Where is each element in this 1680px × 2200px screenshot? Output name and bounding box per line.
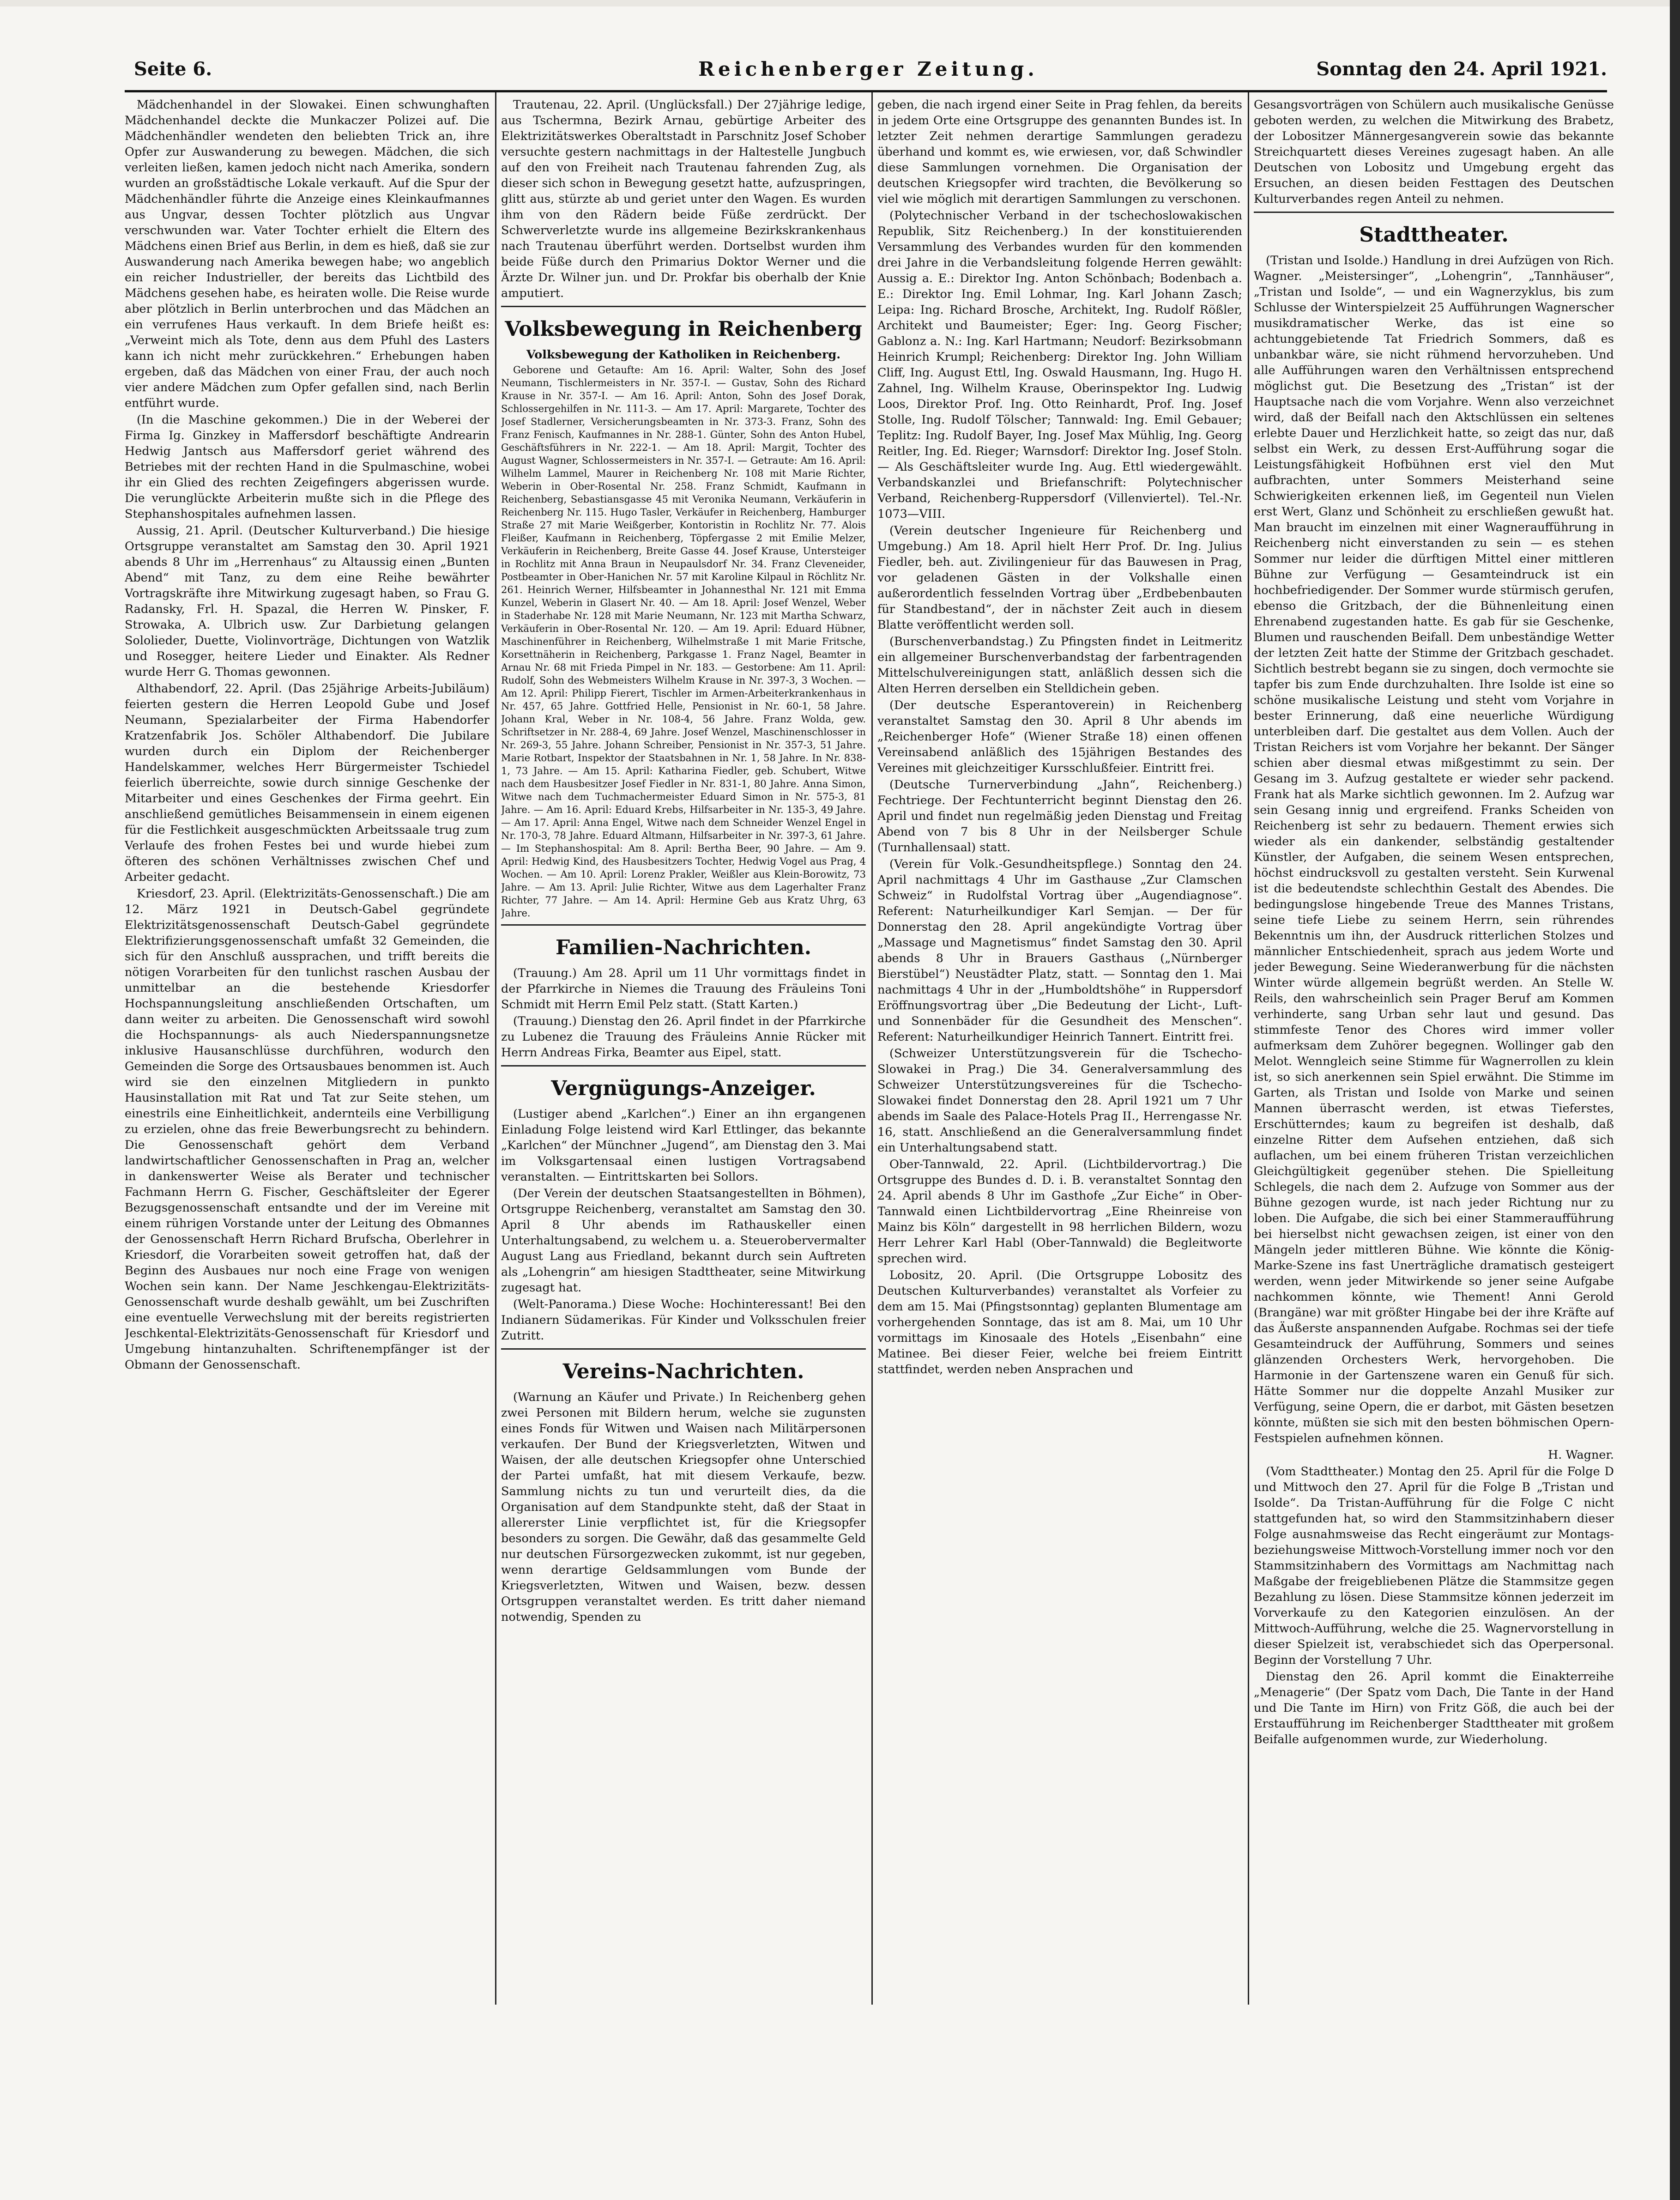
article-welt-panorama: (Welt-Panorama.) Diese Woche: Hochinteressant! Bei den Indianern Südamerikas. Für Kinder und Volksschulen freier Zutritt. <box>501 1297 866 1343</box>
column-1 <box>125 97 489 2005</box>
article-tristan-review: (Tristan und Isolde.) Handlung in drei Aufzügen von Rich. Wagner. „Meistersinger“, „Lohengrin“, „Tannhäuser“, „Tristan und Isolde“, — und ein Wagnerzyklus, bis zum Schlusse der Winterspielzeit 25 Aufführungen Wagnerscher musikdramatischer Werke, das ist eine so achtunggebietende Tat Friedrich Sommers, daß es unbankbar wäre, sie nicht rühmend hervorzuheben. Und alle Aufführungen waren den Verhältnissen entsprechend möglichst gut. Die Besetzung des „Tristan“ ist der Hauptsache nach die vom Vorjahre. Wenn also verzeichnet wird, daß der Beifall nach den Aktschlüssen ein seltenes erlebte Dauer und Herzlichkeit hatte, so zeigt das nur, daß selbst ein Werk, zu dessen Erst-Aufführung sogar die Leistungsfähigkeit Hofbühnen erst viel den Mut aufbrachten, unter Sommers Meisterhand seine Schwierigkeiten erkennen ließ, im Gegenteil nun Vielen erst Wert, Glanz und Schönheit zu erschließen gewußt hat. Man braucht im einzelnen mit einer Wagneraufführung in Reichenberg nicht einverstanden zu sein — es stehen Sommer nur leider die dürftigen Mittel einer mittleren Bühne zur Verfügung — Gesamteindruck ist ein hochbefriedigender. Der Sommer wurde stürmisch gerufen, ebenso die Gritzbach, der die Bühnenleitung einen Ehrenabend zugestanden hatte. Es gab für sie Geschenke, Blumen und rauschenden Beifall. Dem unbeständige Wetter der letzten Zeit hatte der Stimme der Gritzbach geschadet. Sichtlich bestrebt begann sie zu singen, doch vermochte sie tapfer bis zum Ende durchzuhalten. Ihre Isolde ist eine so schöne musikalische Leistung und steht vom Vorjahre in bester Erinnerung, daß eine neuerliche Würdigung unterbleiben darf. Die gestaltet aus dem Vollen. Auch der Tristan Reichers ist vom Vorjahre her bekannt. Der Sänger schien aber diesmal etwas mißgestimmt zu sein. Der Gesang im 3. Aufzug gestaltete er wieder sehr packend. Frank hat als Marke sichtlich gewonnen. Im 2. Aufzug war sein Gesang innig und ergreifend. Franks Scheiden von Reichenberg ist sehr zu bedauern. Thement erwies sich wieder als ein dankender, selbständig gestaltender Künstler, der Aufgaben, die seinem Wesen entsprechen, höchst eindrucksvoll zu gestalten versteht. Sein Kurwenal ist die bedeutendste schlechthin Gestalt des Abendes. Die bedingungslose hingebende Treue des Mannes Tristans, seine tiefe Liebe zu seinem Herrn, sein rührendes Bekenntnis um ihn, der Ausdruck ritterlichen Stolzes und männlicher Entschiedenheit, sprach aus jedem Worte und jeder Bewegung. Seine Wiederanwerbung für die nächsten Winter würde allgemein begrüßt werden. An Stelle W. Reils, den wahrscheinlich sein Prager Beruf am Kommen verhinderte, sang Urban sehr laut und gesund. Das stimmfeste Tenor des Chores wird immer voller aufmerksam dem Zuhörer begegnen. Wollinger gab den Melot. Wenngleich seine Stimme für Wagnerrollen zu klein ist, so sich anerkennen sein Spiel erwähnt. Die Stimme im Garten, als Tristan und Isolde von Marke und seinen Mannen überrascht werden, ist etwas Tieferstes, Erschütterndes; kaum zu begreifen ist deshalb, daß einzelne Ritter dem Aufsehen entziehen, daß sich auflachen, um bei einem früheren Tristan verzeichlichen Gleichgültigkeit gegenüber stehen. Die Spielleitung Schlegels, die nach dem 2. Aufzuge von Sommer aus der Bühne gezogen wurde, ist nach jeder Richtung nur zu loben. Die Aufgabe, die sich bei einer Stammeraufführung bei hierselbst nicht gewachsen zeigen, ist einer von den Mängeln jeder mittleren Bühne. Wie könnte die König-Marke-Szene ins fast Unerträgliche dramatisch gesteigert werden, wenn jeder Mitwirkende so jener seine Aufgabe nachkommen könnte, wie Thement! Anni Gerold (Brangäne) war mit größter Hingabe bei der ihre Kräfte auf das Äußerste anspannenden Aufgabe. Rochmas sei der tiefe Gesamteindruck der Aufführung, Sommers und seines glänzenden Orchesters Werk, hervorgehoben. Die Harmonie in der Gartenszene waren ein Genuß für sich. Hätte Sommer nur die doppelte Anzahl Musiker zur Verfügung, seine Opern, die er darbot, mit Gästen besetzen könnte, müßten sie sich mit den besten böhmischen Opern-Festspielen aufnehmen können. <box>1254 254 1614 1445</box>
section-heading-stadttheater: Stadttheater. <box>1359 223 1509 247</box>
article-turnerverbindung: (Deutsche Turnerverbindung „Jahn“, Reichenberg.) Fechtriege. Der Fechtunterricht beginnt Dienstag den 26. April und findet nun regelmäßig jeden Dienstag und Freitag Abend von 7 bis 8 Uhr in der Neilsberger Schule (Turnhallensaal) statt. <box>877 778 1242 855</box>
article-gesundheitspflege: (Verein für Volk.-Gesundheitspflege.) Sonntag den 24. April nachmittags 4 Uhr im Gasthause „Zur Clamschen Schweiz“ in Rudolfstal Vortrag über „Augendiagnose“. Referent: Naturheilkundiger Karl Semjan. — Der für Donnerstag den 28. April angekündigte Vortrag über „Massage und Magnetismus“ findet Samstag den 30. April abends 8 Uhr in Brauers Gasthaus („Nürnberger Bierstübel“) Neustädter Platz, statt. — Sonntag den 1. Mai nachmittags 4 Uhr in der „Humboldtshöhe“ in Ruppersdorf Eröffnungsvortrag über „Die Bedeutung der Licht-, Luft- und Sonnenbäder für die Gesundheit des Menschen“. Referent: Naturheilkundiger Heinrich Tannert. Eintritt frei. <box>877 857 1242 1044</box>
column-2 <box>501 97 866 2005</box>
section-heading-familien: Familien-Nachrichten. <box>555 936 812 959</box>
article-staatsangestellte: (Der Verein der deutschen Staatsangestellten in Böhmen), Ortsgruppe Reichenberg, veranstaltet am Samstag den 30. April 8 Uhr abends im Rathauskeller einen Unterhaltungsabend, zu welchem u. a. Steuerobervermalter August Lang aus Friedland, bekannt durch sein Auftreten als „Lohengrin“ am hiesigen Stadttheater, seine Mitwirkung zugesagt hat. <box>501 1187 866 1295</box>
article-ingenieure: (Verein deutscher Ingenieure für Reichenberg und Umgebung.) Am 18. April hielt Herr Prof. Dr. Ing. Julius Fiedler, beh. aut. Zivilingenieur für das Bauwesen in Prag, vor geladenen Gästen in der Volkshalle einen außerordentlich fesselnden Vortrag über „Erdbebenbauten für Standbestand“, der in nächster Zeit auch in diesem Blatte veröffentlicht werden soll. <box>877 524 1242 632</box>
section-divider <box>501 1065 866 1067</box>
article-lobositz: Lobositz, 20. April. (Die Ortsgruppe Lobositz des Deutschen Kulturverbandes) veranstaltet als Vorfeier zu dem am 15. Mai (Pfingstsonntag) geplanten Blumentage am vorhergehenden Sonntage, das ist am 8. Mai, um 10 Uhr vormittags im Kinosaale des Hotels „Eisenbahn“ eine Matinee. Bei dieser Feier, welche bei freiem Eintritt stattfindet, werden neben Ansprachen und <box>877 1268 1242 1376</box>
section-heading-vergnuegungen: Vergnügungs-Anzeiger. <box>551 1077 816 1100</box>
article-schweizer-verein: (Schweizer Unterstützungsverein für die Tschecho-Slowakei in Prag.) Die 34. Generalversammlung des Schweizer Unterstützungsvereines für die Tschecho-Slowakei findet Donnerstag den 28. April 1921 um 7 Uhr abends im Saale des Palace-Hotels Prag II., Herrengasse Nr. 16, statt. Anschließend an die Generalversammlung findet ein Unterhaltungsabend statt. <box>877 1047 1242 1155</box>
section-heading-vereine: Vereins-Nachrichten. <box>562 1360 804 1383</box>
scan-border-top <box>0 0 1680 6</box>
article-esperantoverein: (Der deutsche Esperantoverein) in Reichenberg veranstaltet Samstag den 30. April 8 Uhr abends im „Reichenberger Hofe“ (Wiener Straße 18) einen offenen Vereinsabend anläßlich des 15jährigen Bestandes des Vereines mit gleichzeitiger Kursschlußfeier. Eintritt frei. <box>877 698 1242 775</box>
article-trautenau-unglueck: Trautenau, 22. April. (Unglücksfall.) Der 27jährige ledige, aus Tschermna, Bezirk Arnau, gebürtige Arbeiter des Elektrizitätswerkes Oberaltstadt in Parschnitz Josef Schober versuchte gestern nachmittags in der Haltestelle Jungbuch auf den von Freiheit nach Trautenau fahrenden Zug, als dieser sich schon in Bewegung gesetzt hatte, aufzuspringen, glitt aus, stürzte ab und geriet unter den Wagen. Es wurden ihm von den Rädern beide Füße zerdrückt. Der Schwerverletzte wurde ins allgemeine Bezirkskrankenhaus nach Trautenau überführt werden. Dortselbst wurden ihm beide Füße durch den Primarius Doktor Werner und die Ärzte Dr. Wilner jun. und Dr. Prokfar bis oberhalb der Knie amputiert. <box>501 98 866 300</box>
scan-border-right <box>1670 0 1680 2200</box>
vital-statistics-list: Geborene und Getaufte: Am 16. April: Walter, Sohn des Josef Neumann, Tischlermeisters in Nr. 357-I. — Gustav, Sohn des Richard Krause in Nr. 357-I. — Am 16. April: Anton, Sohn des Josef Dorak, Schlossergehilfen in Nr. 111-3. — Am 17. April: Margarete, Tochter des Josef Stadlerner, Versicherungsbeamten in Nr. 373-3. Franz, Sohn des Franz Fenisch, Kaufmannes in Nr. 288-1. Günter, Sohn des Anton Hubel, Geschäftsführers in Nr. 222-1. — Am 18. April: Margit, Tochter des August Wagner, Schlossermeisters in Nr. 357-I. — Getraute: Am 16. April: Wilhelm Lammel, Maurer in Reichenberg Nr. 108 mit Marie Richter, Weberin in Ober-Rosental Nr. 258. Franz Schmidt, Kaufmann in Reichenberg, Sebastiansgasse 45 mit Veronika Neumann, Verkäuferin in Reichenberg Nr. 115. Hugo Tasler, Verkäufer in Reichenberg, Hamburger Straße 27 mit Marie Weißgerber, Kontoristin in Rochlitz Nr. 77. Alois Fleißer, Kaufmann in Reichenberg, Töpfergasse 2 mit Emilie Melzer, Verkäuferin in Reichenberg, Breite Gasse 44. Josef Krause, Untersteiger in Rochlitz mit Anna Braun in Neupaulsdorf Nr. 34. Franz Cleveneider, Postbeamter in Ober-Hanichen Nr. 57 mit Karoline Kilpaul in Röchlitz Nr. 261. Heinrich Werner, Hilfsbeamter in Johannesthal Nr. 121 mit Emma Kunzel, Weberin in Glasert Nr. 40. — Am 18. April: Josef Wenzel, Weber in Staderhabe Nr. 128 mit Marie Neumann, Nr. 123 mit Martha Schwarz, Verkäuferin in Ober-Rosental Nr. 120. — Am 19. April: Eduard Hübner, Maschinenführer in Reichenberg, Wilhelmstraße 1 mit Marie Fritsche, Korsettnäherin in Reichenberg, Parkgasse 1. Franz Nagel, Beamter in Arnau Nr. 68 mit Frieda Pimpel in Nr. 183. — Gestorbene: Am 11. April: Rudolf, Sohn des Webmeisters Wilhelm Krause in Nr. 397-3, 3 Wochen. — Am 12. April: Philipp Fierert, Tischler im Armen-Arbeiterkrankenhaus in Nr. 457, 65 Jahre. Gottfried Helle, Pensionist in Nr. 60-1, 58 Jahre. Johann Kral, Weber in Nr. 108-4, 56 Jahre. Franz Wolda, gew. Schriftsetzer in Nr. 288-4, 69 Jahre. Josef Wenzel, Maschinenschlosser in Nr. 269-3, 55 Jahre. Johann Schreiber, Pensionist in Nr. 357-3, 51 Jahre. Marie Rotbart, Inspektor der Staatsbahnen in Nr. 1, 58 Jahre. In Nr. 838-1, 73 Jahre. — Am 15. April: Katharina Fiedler, geb. Schubert, Witwe nach dem Hausbesitzer Josef Fiedler in Nr. 831-1, 80 Jahre. Anna Simon, Witwe nach dem Tuchmachermeister Eduard Simon in Nr. 575-3, 81 Jahre. — Am 16. April: Eduard Krebs, Hilfsarbeiter in Nr. 135-3, 49 Jahre. — Am 17. April: Anna Engel, Witwe nach dem Schneider Wenzel Engel in Nr. 170-3, 78 Jahre. Eduard Altmann, Hilfsarbeiter in Nr. 397-3, 61 Jahre. — Im Stephanshospital: Am 8. April: Bertha Beer, 90 Jahre. — Am 9. April: Hedwig Kind, des Hausbesitzers Tochter, Hedwig Vogel aus Prag, 4 Wochen. — Am 10. April: Lorenz Prakler, Weißler aus Klein-Borowitz, 73 Jahre. — Am 13. April: Julie Richter, Witwe aus dem Lagerhalter Franz Richter, 77 Jahre. — Am 14. April: Hermine Geb aus Kratz Uhrg, 63 Jahre. <box>501 364 866 919</box>
newspaper-title: Reichenberger Zeitung. <box>698 58 1038 80</box>
article-karlchen: (Lustiger abend „Karlchen“.) Einer an ihn ergangenen Einladung Folge leistend wird Karl Ettlinger, das bekannte „Karlchen“ der Münchner „Jugend“, am Dienstag den 3. Mai im Volksgartensaal einen lustigen Vortragsabend veranstalten. — Eintrittskarten bei Sollors. <box>501 1107 866 1184</box>
article-menagerie: Dienstag den 26. April kommt die Einakterreihe „Menagerie“ (Der Spatz vom Dach, Die Tante in der Hand und Die Tante im Hirn) von Fritz Göß, die auch bei der Erstaufführung im Reichenberger Stadttheater mit großem Beifalle aufgenommen wurde, zur Wiederholung. <box>1254 1670 1614 1746</box>
column-4 <box>1254 97 1614 2005</box>
article-warnung: (Warnung an Käufer und Private.) In Reichenberg gehen zwei Personen mit Bildern herum, welche sie zugunsten eines Fonds für Witwen und Waisen nach Militärpersonen verkaufen. Der Bund der Kriegsverletzten, Witwen und Waisen, der alle deutschen Kriegsopfer ohne Unterschied der Partei umfaßt, hat mit diesem Verkaufe, bezw. Sammlung nichts zu tun und verurteilt dies, da die Organisation auf dem Standpunkte steht, daß der Staat in allererster Linie verpflichtet ist, für die Kriegsopfer besonders zu sorgen. Die Gewähr, daß das gesammelte Geld nur deutschen Fürsorgezwecken zukommt, ist nur gegeben, wenn derartige Geldsammlungen vom Bunde der Kriegsverletzten, Witwen und Waisen, bezw. dessen Ortsgruppen veranstaltet werden. Es tritt daher niemand notwendig, Spenden zu <box>501 1390 866 1624</box>
column-3 <box>877 97 1242 2005</box>
article-polytechnischer-verband: (Polytechnischer Verband in der tschechoslowakischen Republik, Sitz Reichenberg.) In der konstituierenden Versammlung des Verbandes wurden für den kommenden drei Jahre in die Verbandsleitung folgende Herren gewählt: Aussig a. E.: Direktor Ing. Anton Schönbach; Bodenbach a. E.: Direktor Ing. Emil Lohmar, Ing. Karl Johann Zasch; Leipa: Ing. Richard Brosche, Architekt, Ing. Rudolf Rößler, Architekt und Baumeister; Eger: Ing. Georg Fischer; Gablonz a. N.: Ing. Karl Hartmann; Neudorf: Bezirksobmann Heinrich Krumpl; Reichenberg: Direktor Ing. John William Cliff, Ing. August Ettl, Ing. Oswald Hausmann, Ing. Hugo H. Zahnel, Ing. Wilhelm Krause, Oberinspektor Ing. Ludwig Loos, Direktor Prof. Ing. Otto Reinhardt, Prof. Ing. Josef Stolle, Ing. Rudolf Tölscher; Tannwald: Ing. Emil Gebauer; Teplitz: Ing. Rudolf Bayer, Ing. Josef Max Mühlig, Ing. Georg Reitler, Ing. Ed. Rieger; Warnsdorf: Direktor Ing. Josef Stoln. — Als Geschäftsleiter wurde Ing. Aug. Ettl wiedergewählt. Verbandskanzlei und Briefanschrift: Polytechnischer Verband, Reichenberg-Ruppersdorf (Villenviertel). Tel.-Nr. 1073—VIII. <box>877 209 1242 521</box>
article-trauung-niemes: (Trauung.) Am 28. April um 11 Uhr vormittags findet in der Pfarrkirche in Niemes die Trauung des Fräuleins Toni Schmidt mit Herrn Emil Pelz statt. (Statt Karten.) <box>501 966 866 1012</box>
header-rule <box>125 90 1607 92</box>
issue-date: Sonntag den 24. April 1921. <box>1316 58 1607 80</box>
section-divider <box>501 306 866 307</box>
article-burschenverbandstag: (Burschenverbandstag.) Zu Pfingsten findet in Leitmeritz ein allgemeiner Burschenverbandstag der farbentragenden Mittelschulvereinigungen statt, anläßlich dessen sich die Alten Herren derselben ein Stelldichein geben. <box>877 635 1242 696</box>
article-maschine: (In die Maschine gekommen.) Die in der Weberei der Firma Ig. Ginzkey in Maffersdorf beschäftigte Andrearin Hedwig Jantsch aus Maffersdorf geriet während des Betriebes mit der rechten Hand in die Spulmaschine, wobei ihr ein Glied des rechten Zeigefingers abgerissen wurde. Die verunglückte Arbeiterin mußte sich in die Pflege des Stephanshospitales aufnehmen lassen. <box>125 413 489 521</box>
page-header <box>125 55 1612 92</box>
article-warnung-continued: geben, die nach irgend einer Seite in Prag fehlen, da bereits in jedem Orte eine Ortsgruppe des genannten Bundes ist. In letzter Zeit nehmen derartige Sammlungen geradezu überhand und kommt es, wie erwiesen, vor, daß Schwindler diese Sammlungen vornehmen. Die Organisation der deutschen Kriegsopfer wird trachten, die Bevölkerung so viel wie möglich mit derartigen Sammlungen zu verschonen. <box>877 98 1242 206</box>
article-kriesdorf-genossenschaft: Kriesdorf, 23. April. (Elektrizitäts-Genossenschaft.) Die am 12. März 1921 in Deutsch-Gabel gegründete Elektrizitätsgenossenschaft Deutsch-Gabel gegründete Elektrifizierungsgenossenschaft umfaßt 32 Gemeinden, die sich für den Anschluß aussprachen, und trifft bereits die nötigen Vorarbeiten für den tunlichst raschen Ausbau der unmittelbar an die bestehende Kriesdorfer Hochspannungsleitung anschließenden Ortschaften, um dann weiter zu arbeiten. Die Genossenschaft wird sowohl die Hochspannungs- als auch Niederspannungsnetze inklusive Hausanschlüsse durchführen, wodurch den Gemeinden die Sorge des Ortsausbaues benommen ist. Auch wird sie den einzelnen Mitgliedern in punkto Hausinstallation mit Rat und Tat zur Seite stehen, um einestrils eine Einheitlichkeit, andernteils eine Verbilligung zu erzielen, ohne das freie Bewerbungsrecht zu behindern. Die Genossenschaft gehört dem Verband landwirtschaftlicher Genossenschaften in Prag an, welcher in dankenswerter Weise als Berater und technischer Fachmann Herrn G. Fischer, Geschäftsleiter der Egerer Bezugsgenossenschaft entsandte und der im Vereine mit einem rührigen Vorstande unter der Leitung des Obmannes der Genossenschaft Herrn Richard Brufscha, Oberlehrer in Kriesdorf, die Vorarbeiten soweit getroffen hat, daß der Beginn des Ausbaues nur noch eine Frage von wenigen Wochen sein kann. Der Name Jeschkengau-Elektrizitäts-Genossenschaft wurde deshalb gewählt, um bei Zuschriften eine eventuelle Verwechslung mit der bereits registrierten Jeschkental-Elektrizitäts-Genossenschaft für Kriesdorf und Umgebung hintanzuhalten. Schriftenempfänger ist der Obmann der Genossenschaft. <box>125 887 489 1372</box>
article-vom-stadttheater: (Vom Stadttheater.) Montag den 25. April für die Folge D und Mittwoch den 27. April für die Folge B „Tristan und Isolde“. Da Tristan-Aufführung für die Folge C nicht stattgefunden hat, so wird den Stammsitzinhabern dieser Folge ausnahmsweise das Recht eingeräumt zur Montags- beziehungsweise Mittwoch-Vorstellung immer noch vor den Stammsitzinhabern des Vormittags am Nachmittag nach Maßgabe der freigebliebenen Plätze die Stammsitze gegen Bezahlung zu lösen. Diese Stammsitze können jederzeit im Vorverkaufe zu den Kategorien einzulösen. An der Mittwoch-Aufführung, welche die 25. Wagnervorstellung in dieser Spielzeit ist, verabschiedet sich das Operpersonal. Beginn der Vorstellung 7 Uhr. <box>1254 1465 1614 1667</box>
review-signature: H. Wagner. <box>1548 1448 1614 1462</box>
article-althabendorf-jubilaeum: Althabendorf, 22. April. (Das 25jährige Arbeits-Jubiläum) feierten gestern die Herren Leopold Gube und Josef Neumann, Spezialarbeiter der Firma Habendorfer Kratzenfabrik Jos. Schöler Althabendorf. Die Jubilare wurden durch ein Diplom der Reichenberger Handelskammer, welches Herr Bürgermeister Tschiedel feierlich überreichte, sowie durch sinnige Geschenke der Mitarbeiter und eines Geschenkes der Firma geehrt. Ein anschließend gemütliches Beisammensein in einem eigenen für die Festlichkeit ausgeschmückten Arbeitssaale trug zum Verlaufe des frohen Festes bei und wurde hiebei zum öfteren des schönen Verhältnisses zwischen Chef und Arbeiter gedacht. <box>125 682 489 884</box>
section-divider <box>501 1348 866 1350</box>
article-ober-tannwald: Ober-Tannwald, 22. April. (Lichtbildervortrag.) Die Ortsgruppe des Bundes d. D. i. B. veranstaltet Sonntag den 24. April abends 8 Uhr im Gasthofe „Zur Eiche“ in Ober-Tannwald einen Lichtbildervortrag „Eine Rheinreise von Mainz bis Köln“ dargestellt in 98 herrlichen Bildern, wozu Herr Lehrer Karl Habl (Ober-Tannwald) die Begleitworte sprechen wird. <box>877 1158 1242 1266</box>
article-maedchenhandel: Mädchenhandel in der Slowakei. Einen schwunghaften Mädchenhandel deckte die Munkaczer Polizei auf. Die Mädchenhändler wendeten den beliebten Trick an, ihre Opfer zur Auswanderung zu bewegen. Mädchen, die sich verleiten ließen, kamen jedoch nicht nach Amerika, sondern wurden an großstädtische Lokale verkauft. Auf die Spur der Mädchenhändler führte die Anzeige eines Kleinkaufmannes aus Ungvar, dessen Tochter plötzlich aus Ungvar verschwunden war. Vater Tochter erhielt die Eltern des Mädchens einen Brief aus Berlin, in dem es hieß, daß sie zur Auswanderung nach Amerika bewegen habe; wo angeblich ein reicher Industrieller, der bereits das Lichtbild des Mädchens gesehen habe, es heiraten wolle. Die Reise wurde aber plötzlich in Berlin unterbrochen und das Mädchen an ein verrufenes Haus verkauft. In dem Briefe heißt es: „Verweint mich als Tote, denn aus dem Pfuhl des Lasters kann ich nicht mehr zurückkehren.“ Erhebungen haben ergeben, daß das Mädchen von einer Frau, der auch noch vier andere Mädchen zum Opfer gefallen sind, nach Berlin entführt wurde. <box>125 98 489 410</box>
article-trauung-lubenez: (Trauung.) Dienstag den 26. April findet in der Pfarrkirche zu Lubenez die Trauung des Fräuleins Annie Rücker mit Herrn Andreas Firka, Beamter aus Eipel, statt. <box>501 1014 866 1060</box>
column-rule <box>1248 92 1249 2005</box>
article-lobositz-continued: Gesangsvorträgen von Schülern auch musikalische Genüsse geboten werden, zu welchen die Mitwirkung des Brabetz, der Lobositzer Männergesangverein sowie das bekannte Streichquartett dieses Vereines zugesagt haben. An alle Deutschen von Lobositz und Umgebung ergeht das Ersuchen, an diesen beiden Festtagen des Deutschen Kulturverbandes regen Anteil zu nehmen. <box>1254 98 1614 206</box>
column-rule <box>495 92 496 2005</box>
column-rule <box>871 92 873 2005</box>
section-heading-volksbewegung: Volksbewegung in Reichenberg <box>505 317 862 341</box>
page-number: Seite 6. <box>134 58 212 80</box>
article-aussig-kulturverband: Aussig, 21. April. (Deutscher Kulturverband.) Die hiesige Ortsgruppe veranstaltet am Samstag den 30. April 1921 abends 8 Uhr im „Herrenhaus“ zu Altaussig einen „Bunten Abend“ mit Tanz, zu dem eine Reihe bewährter Vortragskräfte ihre Mitwirkung zugesagt haben, so Frau G. Radansky, Frl. H. Spazal, die Herren W. Pinsker, F. Strowaka, A. Ulbrich usw. Zur Darbietung gelangen Sololieder, Duette, Violinvorträge, Dichtungen von Watzlik und Rosegger, heitere Lieder und Einakter. Als Redner wurde Herr G. Thomas gewonnen. <box>125 524 489 679</box>
section-divider <box>1254 212 1614 213</box>
section-divider <box>501 924 866 926</box>
subheading-katholiken: Volksbewegung der Katholiken in Reichenberg. <box>526 348 841 362</box>
